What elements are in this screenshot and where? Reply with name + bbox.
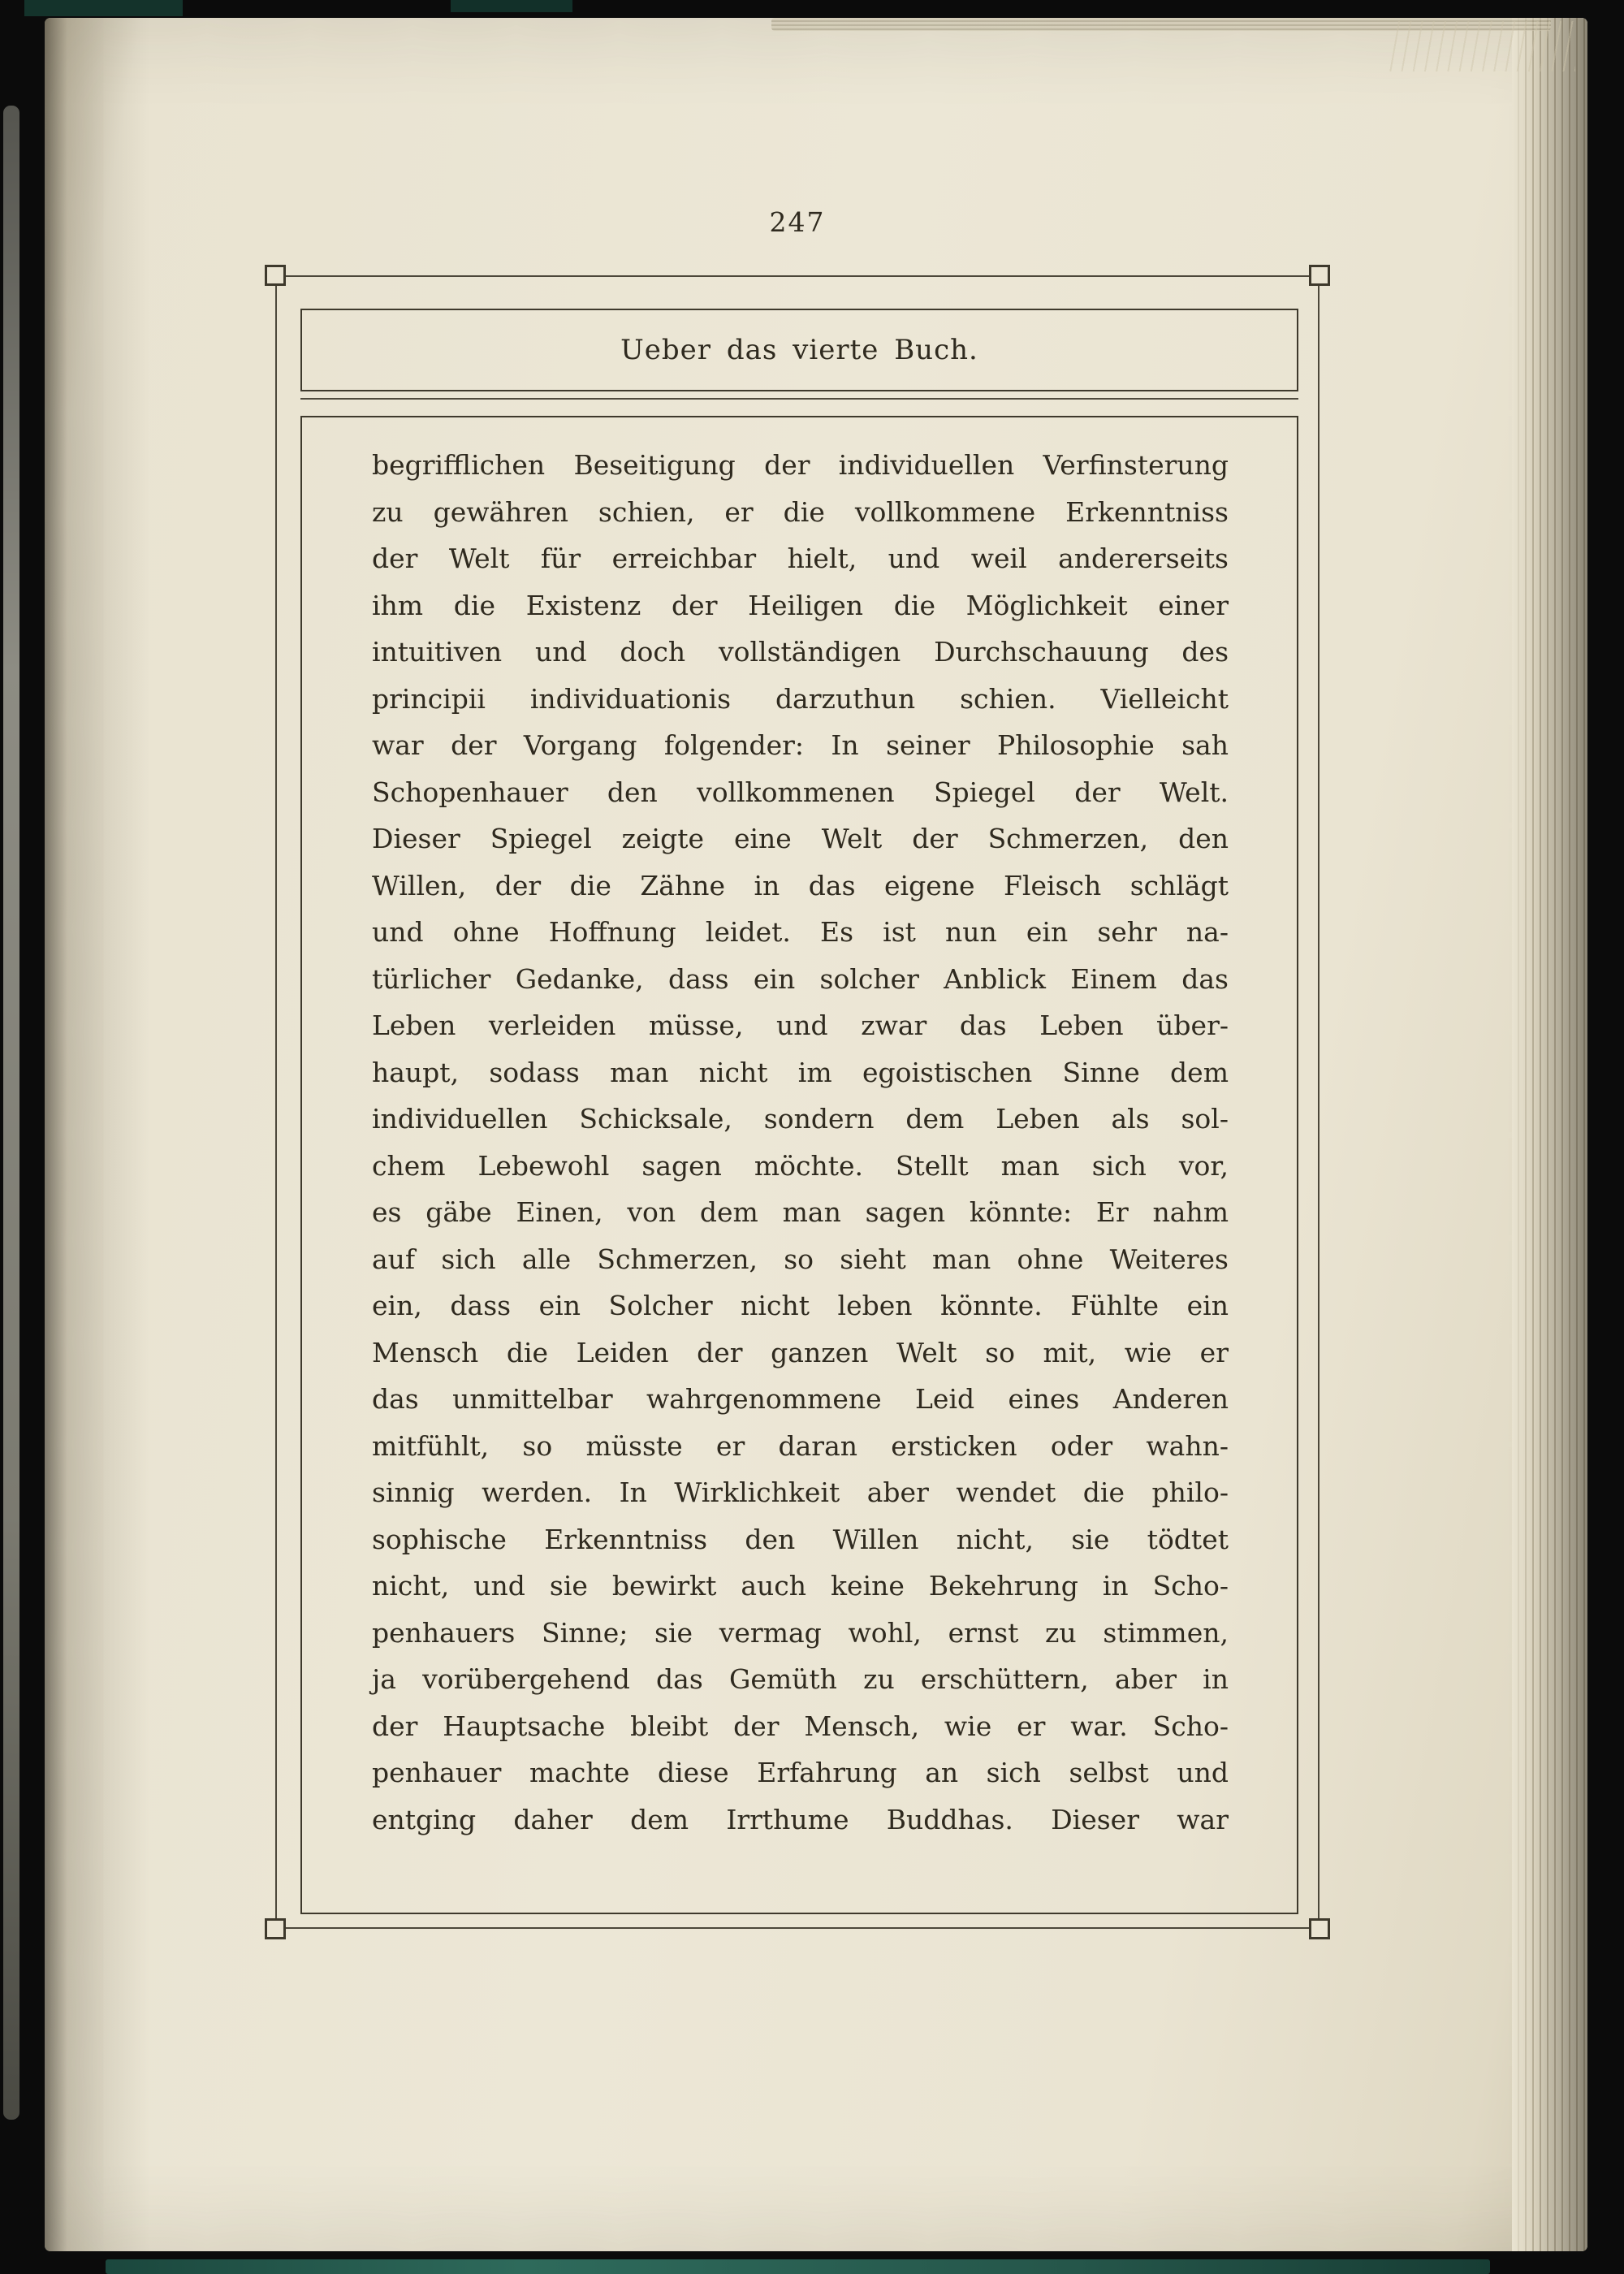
binding-shadow (45, 18, 150, 2251)
frame-corner-bottom-right (1309, 1918, 1330, 1939)
scanner-artifact-bottom-strip (106, 2259, 1490, 2274)
text-line: intuitiven und doch vollständigen Durchschauung des (372, 636, 1229, 668)
text-line: ein, dass ein Solcher nicht leben könnte. Fühlte ein (372, 1290, 1229, 1321)
frame-corner-top-left (265, 265, 286, 286)
scanner-artifact (24, 0, 183, 16)
text-line: individuellen Schicksale, sondern dem Leben als sol- (372, 1103, 1229, 1135)
text-line: Leben verleiden müsse, und zwar das Leben über- (372, 1009, 1229, 1041)
text-line: chem Lebewohl sagen möchte. Stellt man sich vor, (372, 1149, 1229, 1182)
text-line: entging daher dem Irrthume Buddhas. Dieser war (372, 1803, 1229, 1835)
text-line: nicht, und sie bewirkt auch keine Bekehrung in Scho- (372, 1570, 1229, 1602)
text-line: Willen, der die Zähne in das eigene Fleisch schlägt (372, 869, 1229, 901)
text-line: mitfühlt, so müsste er daran ersticken oder wahn- (372, 1429, 1229, 1462)
text-line: penhauers Sinne; sie vermag wohl, ernst zu stimmen, (372, 1616, 1229, 1649)
frame-corner-bottom-left (265, 1918, 286, 1939)
text-line: haupt, sodass man nicht im egoistischen Sinne dem (372, 1056, 1229, 1088)
fore-edge-shade (1512, 18, 1587, 2251)
text-line: ja vorübergehend das Gemüth zu erschüttern, aber in (372, 1663, 1229, 1695)
text-line: Schopenhauer den vollkommenen Spiegel der Welt. (372, 776, 1229, 808)
header-double-rule (300, 398, 1298, 400)
page-stack-corner (1389, 21, 1575, 71)
body-text (372, 442, 1229, 1843)
chapter-title: Ueber das vierte Buch. (620, 334, 978, 366)
book-cover-edge (3, 106, 19, 2120)
page-number: 247 (769, 206, 826, 238)
text-line: türlicher Gedanke, dass ein solcher Anblick Einem das (372, 962, 1229, 995)
text-line: zu gewähren schien, er die vollkommene Erkenntniss (372, 495, 1229, 528)
text-line: und ohne Hoffnung leidet. Es ist nun ein sehr na- (372, 916, 1229, 948)
text-frame (300, 416, 1298, 1914)
text-line: das unmittelbar wahrgenommene Leid eines Anderen (372, 1383, 1229, 1415)
chapter-header-box (300, 309, 1298, 391)
scanner-artifact (451, 0, 572, 12)
text-line: ihm die Existenz der Heiligen die Möglichkeit einer (372, 589, 1229, 621)
text-line: der Hauptsache bleibt der Mensch, wie er war. Scho- (372, 1710, 1229, 1742)
text-line: Mensch die Leiden der ganzen Welt so mit, wie er (372, 1336, 1229, 1368)
frame-corner-top-right (1309, 265, 1330, 286)
text-line: der Welt für erreichbar hielt, und weil andererseits (372, 543, 1229, 574)
text-line: sinnig werden. In Wirklichkeit aber wendet die philo- (372, 1476, 1229, 1508)
text-line: principii individuationis darzuthun schien. Vielleicht (372, 682, 1229, 715)
text-line: begrifflichen Beseitigung der individuellen Verfinsterung (372, 449, 1229, 481)
text-line: penhauer machte diese Erfahrung an sich selbst und (372, 1757, 1229, 1788)
text-line: Dieser Spiegel zeigte eine Welt der Schmerzen, den (372, 823, 1229, 854)
text-line: auf sich alle Schmerzen, so sieht man ohne Weiteres (372, 1243, 1229, 1275)
text-line: war der Vorgang folgender: In seiner Philosophie sah (372, 729, 1229, 761)
text-line: sophische Erkenntniss den Willen nicht, sie tödtet (372, 1523, 1229, 1555)
text-line: es gäbe Einen, von dem man sagen könnte: Er nahm (372, 1196, 1229, 1228)
